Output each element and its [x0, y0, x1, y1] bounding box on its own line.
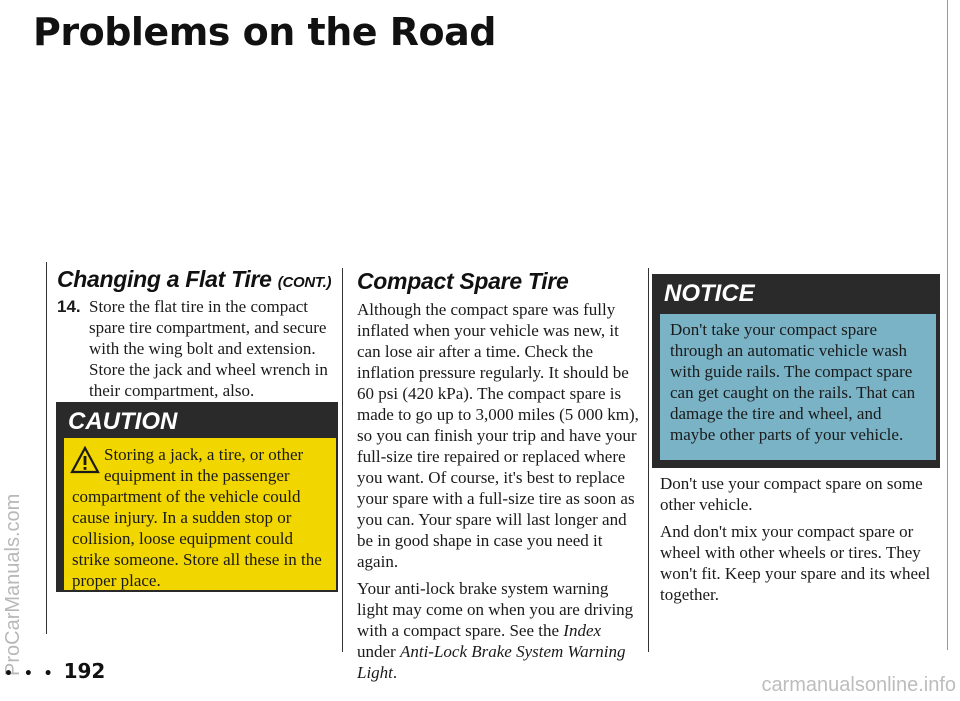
heading-suffix: (CONT.) [277, 274, 332, 291]
caution-box [56, 402, 338, 592]
compact-spare-paragraph-2 [357, 578, 642, 683]
right-paragraph-1: Don't use your compact spare on some other vehicle. [660, 474, 923, 514]
page-edge-line [947, 0, 948, 650]
caution-text: Storing a jack, a tire, or other equipment in the passenger compartment of the vehicle could cause injury. In a sudden stop or collision, loose equipment could strike someone. Store all these in the proper place. [72, 445, 322, 590]
index-reference: Index [563, 621, 602, 640]
caution-label: CAUTION [68, 408, 178, 435]
right-paragraph-2: And don't mix your compact spare or wheel with other wheels or tires. They won't fit. Keep your spare and its wheel together. [660, 522, 931, 604]
step-14 [57, 296, 337, 401]
heading-text: Changing a Flat Tire [57, 266, 272, 292]
column-divider-left [46, 262, 47, 634]
page-number-value: 192 [63, 659, 106, 683]
abs-reference: Anti-Lock Brake System Warning Light [357, 642, 626, 682]
step-text: Store the flat tire in the compact spare tire compartment, and secure with the wing bolt and extension. Store the jack and wheel wrench in their compartment, also. [89, 297, 328, 400]
section-heading-flat-tire [57, 266, 331, 293]
side-watermark-text: ProCarManuals.com [2, 493, 24, 676]
page-title: Problems on the Road [33, 10, 496, 54]
footer-watermark: carmanualsonline.info [761, 674, 956, 696]
notice-box [652, 274, 940, 468]
compact-spare-text [357, 299, 642, 689]
side-watermark [0, 258, 26, 678]
column-divider-middle [342, 268, 343, 652]
page-number-dots: • • • [4, 666, 56, 682]
right-column-text [660, 473, 932, 611]
notice-body: Don't take your compact spare through an automatic vehicle wash with guide rails. The compact spare can get caught on the rails. That can damage the tire and wheel, and maybe other parts of your vehicle. [660, 314, 936, 460]
warning-triangle-icon [70, 446, 100, 474]
page-number [4, 659, 105, 683]
caution-body [64, 438, 336, 590]
paragraph-2-end: . [392, 663, 398, 682]
section-heading-compact-spare: Compact Spare Tire [357, 268, 569, 294]
paragraph-2-start: Your anti-lock brake system warning light may come on when you are driving with a compact spare. See the [357, 579, 634, 640]
notice-label: NOTICE [664, 280, 755, 307]
paragraph-2-under: under [357, 642, 400, 661]
step-number: 14. [57, 297, 81, 316]
column-divider-right [648, 268, 649, 652]
compact-spare-paragraph-1: Although the compact spare was fully inflated when your vehicle was new, it can lose air after a time. Check the inflation pressure regularly. It should be 60 psi (420 kPa). The compact spare is made to go up to 3,000 miles (5 000 km), so you can finish your trip and have your full-size tire repaired or replaced where you want. Of course, it's best to replace your spare with a full-size tire as soon as you can. Your spare will last longer and be in good shape in case you need it again. [357, 300, 639, 571]
